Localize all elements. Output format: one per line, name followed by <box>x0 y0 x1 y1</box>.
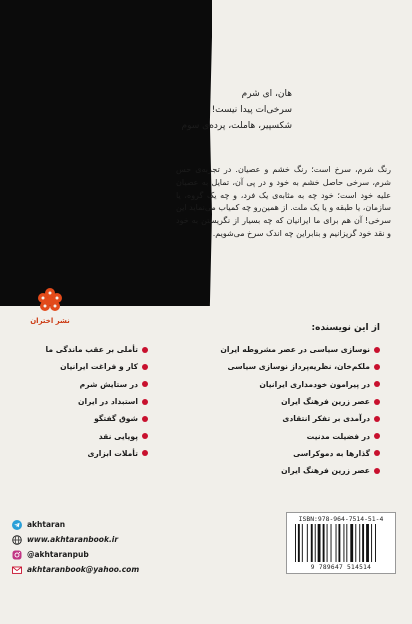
bullet-icon <box>374 347 380 353</box>
list-item: عصر زرین فرهنگ ایران <box>210 462 380 479</box>
list-item: کار و فراغت ایرانیان <box>48 358 148 375</box>
bullet-icon <box>142 381 148 387</box>
other-books-title: از این نویسنده: <box>311 323 380 333</box>
epigraph-quote <box>122 86 292 134</box>
barcode-bars <box>295 524 387 562</box>
telegram-contact: akhtaran <box>12 517 139 532</box>
black-cover-block <box>0 0 212 306</box>
instagram-contact: @akhtaranpub <box>12 547 139 562</box>
email-contact: akhtaranbook@yahoo.com <box>12 562 139 577</box>
list-item: گذارها به دموکراسی <box>210 445 380 462</box>
list-item: درآمدی بر تفکر انتقادی <box>210 410 380 427</box>
flower-logo-icon <box>35 286 65 316</box>
bullet-icon <box>142 450 148 456</box>
list-item: تأملات ابزاری <box>48 445 148 462</box>
list-item: تأملی بر عقب ماندگی ما <box>48 341 148 358</box>
other-books-list-left <box>45 341 148 462</box>
quote-attribution: شکسپیر، هاملت، پرده‌ی سوم <box>181 121 292 131</box>
bullet-icon <box>142 416 148 422</box>
website-contact: www.akhtaranbook.ir <box>12 532 139 547</box>
list-item: شوق گفتگو <box>48 410 148 427</box>
contact-info <box>12 517 139 577</box>
bullet-icon <box>374 416 380 422</box>
bullet-icon <box>374 399 380 405</box>
barcode <box>286 512 396 574</box>
bullet-icon <box>142 347 148 353</box>
bullet-icon <box>142 399 148 405</box>
blurb-paragraph: رنگ شرم، سرخ است؛ رنگ خشم و عصیان. در تجربه‌ی حس شرم، سرخی حاصل خشم به خود و در پی آن، تمایل به عصیان علیه خود است؛ خود چه به مثابه‌ی یک فرد، و چه یک گروه، یا سازمان، یا طبقه و یا یک ملت. از همین‌رو چه کمیاب می‌نماید این سرخی! آن هم برای ما ایرانیان که چه بسیار از نگریستن به خود و نقد خود گریزانیم و بنابراین چه اندک سرخ می‌شویم. <box>176 165 391 238</box>
list-item: در پیرامون خودمداری ایرانیان <box>210 376 380 393</box>
bullet-icon <box>374 468 380 474</box>
isbn-label: ISBN:978-964-7514-51-4 <box>298 515 384 523</box>
list-item: در فضیلت مدنیت <box>210 427 380 444</box>
publisher-logo <box>30 286 70 325</box>
list-item: پویایی نقد <box>48 427 148 444</box>
bullet-icon <box>374 364 380 370</box>
bullet-icon <box>374 381 380 387</box>
list-item: نوسازی سیاسی در عصر مشروطه ایران <box>210 341 380 358</box>
quote-line-2: سرخی‌ات پیدا نیست! <box>211 105 292 115</box>
quote-line-1: هان، ای شرم <box>241 89 292 99</box>
instagram-icon <box>12 550 22 560</box>
bullet-icon <box>374 433 380 439</box>
bullet-icon <box>142 433 148 439</box>
other-books-list-right <box>210 341 380 479</box>
bullet-icon <box>374 450 380 456</box>
list-item: عصر زرین فرهنگ ایران <box>210 393 380 410</box>
barcode-number: 9 789647 514514 <box>310 564 372 571</box>
list-item: استبداد در ایران <box>48 393 148 410</box>
publisher-name: نشر اختران <box>30 317 70 325</box>
bullet-icon <box>142 364 148 370</box>
list-item: ملکم‌خان، نظریه‌پرداز نوسازی سیاسی <box>210 358 380 375</box>
telegram-icon <box>12 520 22 530</box>
globe-icon <box>12 535 22 545</box>
list-item: در ستایش شرم <box>48 376 148 393</box>
envelope-icon <box>12 565 22 575</box>
